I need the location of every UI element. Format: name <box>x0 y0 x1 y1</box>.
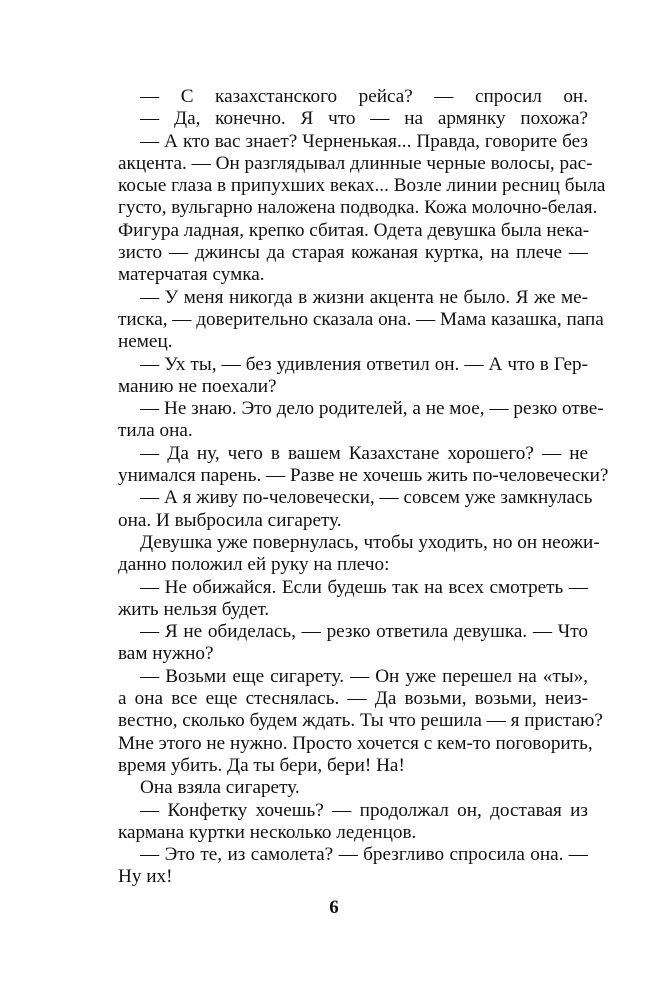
text-line: — А кто вас знает? Черненькая... Правда, говорите без <box>140 130 588 152</box>
text-line: — Я не обиделась, — резко ответила девушка. — Что <box>140 621 588 643</box>
text-line: время убить. Да ты бери, бери! На! <box>118 754 405 776</box>
text-line: — У меня никогда в жизни акцента не было. Я же ме- <box>140 286 588 308</box>
text-line: кармана куртки несколько леденцов. <box>118 821 417 843</box>
text-line: жить нельзя будет. <box>118 598 270 620</box>
text-line: — Не знаю. Это дело родителей, а не мое, — резко отве- <box>140 398 604 420</box>
text-line: — А я живу по-человечески, — совсем уже замкнулась <box>140 487 593 509</box>
text-line: манию не поехали? <box>118 375 277 397</box>
text-line: Фигура ладная, крепко сбитая. Одета девушка была нека- <box>118 219 590 241</box>
text-line: — Конфетку хочешь? — продолжал он, доставая из <box>140 799 588 821</box>
text-line: матерчатая сумка. <box>118 264 265 286</box>
text-line: акцента. — Он разглядывал длинные черные волосы, рас- <box>118 152 593 174</box>
text-line: — Ух ты, — без удивления ответил он. — А что в Гер- <box>140 353 588 375</box>
text-line: Она взяла сигарету. <box>140 777 300 799</box>
text-line: — С казахстанского рейса? — спросил он. <box>140 86 588 107</box>
text-line: — Да ну, чего в вашем Казахстане хорошего? — не <box>140 442 588 464</box>
text-line: густо, вульгарно наложена подводка. Кожа молочно-белая. <box>118 197 598 219</box>
text-line: унимался парень. — Разве не хочешь жить по-человечески? <box>118 465 609 487</box>
text-line: тила она. <box>118 420 193 442</box>
text-line: — Не обижайся. Если будешь так на всех смотреть — <box>140 576 588 598</box>
body-text <box>118 86 609 889</box>
page-number: 6 <box>329 897 339 918</box>
text-line: а она все еще стеснялась. — Да возьми, возьми, неиз- <box>118 688 588 710</box>
text-line: — Да, конечно. Я что — на армянку похожа? <box>140 108 588 130</box>
text-line: Ну их! <box>118 866 173 888</box>
text-line: — Это те, из самолета? — брезгливо спросила она. — <box>140 844 588 866</box>
text-line: зисто — джинсы да старая кожаная куртка, на плече — <box>118 242 588 264</box>
text-line: вам нужно? <box>118 643 214 665</box>
text-line: Мне этого не нужно. Просто хочется с кем-то поговорить, <box>118 732 593 754</box>
text-line: Девушка уже повернулась, чтобы уходить, но он неожи- <box>140 531 600 553</box>
text-line: косые глаза в припухших веках... Возле линии ресниц была <box>118 175 606 197</box>
text-line: вестно, сколько будем ждать. Ты что решила — я пристаю? <box>118 710 603 732</box>
text-line: она. И выбросила сигарету. <box>118 509 342 531</box>
text-line: — Возьми еще сигарету. — Он уже перешел на «ты», <box>140 665 588 687</box>
text-line: тиска, — доверительно сказала она. — Мама казашка, папа <box>118 308 604 330</box>
text-line: немец. <box>118 331 173 353</box>
text-line: данно положил ей руку на плечо: <box>118 554 390 576</box>
